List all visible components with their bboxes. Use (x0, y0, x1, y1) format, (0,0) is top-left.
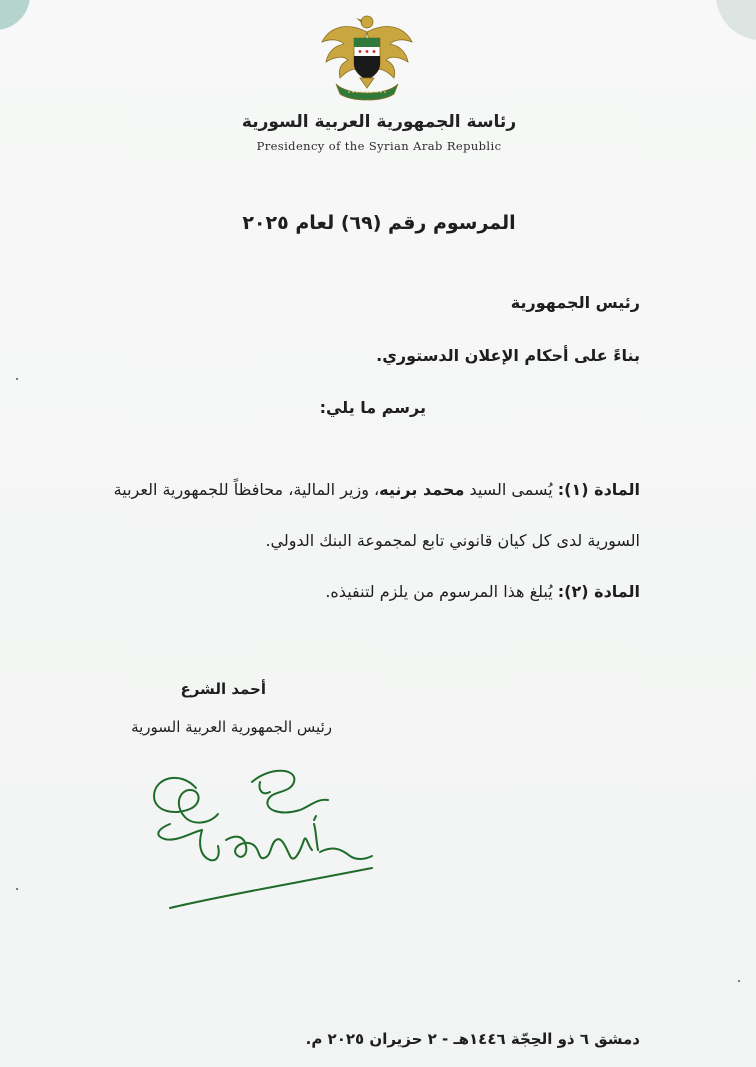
corner-decoration (716, 0, 756, 40)
presidency-title-ar: رئاسة الجمهورية العربية السورية (241, 112, 517, 132)
decree-title: المرسوم رقم (٦٩) لعام ٢٠٢٥ (242, 212, 516, 234)
article-2-label: المادة (٢): (557, 582, 640, 601)
article-1-label: المادة (١): (557, 480, 640, 499)
signatory-title: رئيس الجمهورية العربية السورية (131, 718, 332, 736)
article-1-line-2: السورية لدى كل كيان قانوني تابع لمجموعة البنك الدولي. (265, 531, 640, 550)
article-2-line (325, 582, 640, 601)
presidency-title-en: Presidency of the Syrian Arab Republic (256, 139, 502, 153)
margin-dot (16, 888, 18, 890)
president-line: رئيس الجمهورية (510, 293, 640, 312)
article-1-line-1 (114, 480, 640, 499)
based-on-line: بناءً على أحكام الإعلان الدستوري. (376, 346, 640, 365)
handwritten-signature-icon (140, 760, 380, 920)
margin-dot (738, 980, 740, 982)
article-1-rest: ، وزير المالية، محافظاً للجمهورية العربية (113, 480, 380, 499)
article-2-text: يُبلغ هذا المرسوم من يلزم لتنفيذه. (325, 582, 558, 601)
article-1-text: يُسمى السيد (464, 480, 558, 499)
margin-dot (16, 378, 18, 380)
decrees-line: يرسم ما يلي: (319, 398, 426, 417)
appointee-name: محمد برنيه (379, 480, 465, 499)
signatory-name: أحمد الشرع (180, 680, 266, 698)
corner-decoration (0, 0, 30, 30)
eagle-emblem-icon (318, 12, 416, 102)
date-line: دمشق ٦ ذو الحِجّة ١٤٤٦هـ - ٢ حزيران ٢٠٢٥ م. (305, 1030, 640, 1048)
